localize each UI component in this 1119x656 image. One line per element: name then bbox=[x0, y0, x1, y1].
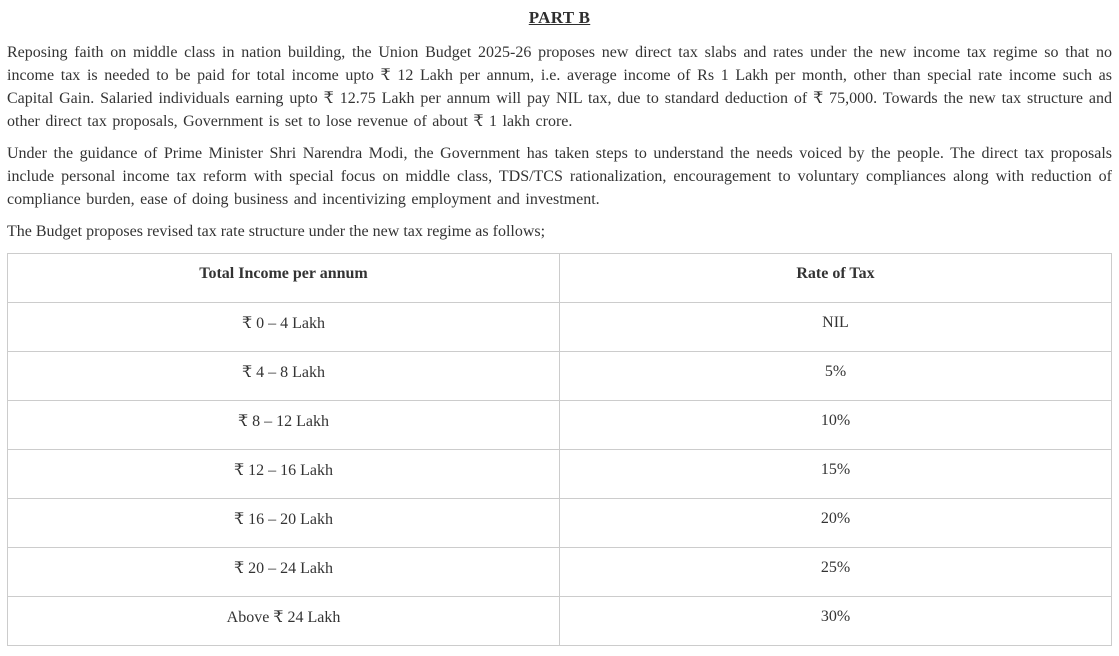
tax-rate-cell: NIL bbox=[560, 303, 1112, 352]
table-row bbox=[8, 401, 1112, 450]
paragraph-direct-tax-proposals: Under the guidance of Prime Minister Shri Narendra Modi, the Government has taken steps to understand the needs voiced by the people. The direct tax proposals include personal income tax reform with special focus on middle class, TDS/TCS rationalization, encouragement to voluntary compliances along with reduction of compliance burden, ease of doing business and incentivizing employment and investment. bbox=[7, 145, 1112, 208]
table-row bbox=[8, 352, 1112, 401]
table-header-rate-of-tax: Rate of Tax bbox=[560, 254, 1112, 303]
table-row bbox=[8, 450, 1112, 499]
paragraph-tax-slabs-intro: Reposing faith on middle class in nation building, the Union Budget 2025-26 proposes new direct tax slabs and rates under the new income tax regime so that no income tax is needed to be paid for total income upto ₹ 12 Lakh per annum, i.e. average income of Rs 1 Lakh per month, other than special rate income such as Capital Gain. Salaried individuals earning upto ₹ 12.75 Lakh per annum will pay NIL tax, due to standard deduction of ₹ 75,000. Towards the new tax structure and other direct tax proposals, Government is set to lose revenue of about ₹ 1 lakh crore. bbox=[7, 44, 1112, 130]
table-row bbox=[8, 548, 1112, 597]
income-slab-cell: Above ₹ 24 Lakh bbox=[8, 597, 560, 646]
tax-rate-cell: 10% bbox=[560, 401, 1112, 450]
income-slab-cell: ₹ 20 – 24 Lakh bbox=[8, 548, 560, 597]
income-slab-cell: ₹ 0 – 4 Lakh bbox=[8, 303, 560, 352]
table-header-total-income: Total Income per annum bbox=[8, 254, 560, 303]
page-title: PART B bbox=[528, 8, 591, 27]
table-header-row bbox=[8, 254, 1112, 303]
paragraph-table-lead-in: The Budget proposes revised tax rate structure under the new tax regime as follows; bbox=[7, 223, 546, 240]
tax-rate-cell: 30% bbox=[560, 597, 1112, 646]
income-slab-cell: ₹ 16 – 20 Lakh bbox=[8, 499, 560, 548]
tax-rate-cell: 20% bbox=[560, 499, 1112, 548]
table-row bbox=[8, 303, 1112, 352]
tax-rate-cell: 15% bbox=[560, 450, 1112, 499]
table-row bbox=[8, 499, 1112, 548]
income-slab-cell: ₹ 12 – 16 Lakh bbox=[8, 450, 560, 499]
tax-rate-cell: 5% bbox=[560, 352, 1112, 401]
tax-rate-table bbox=[7, 253, 1112, 646]
table-row bbox=[8, 597, 1112, 646]
tax-rate-cell: 25% bbox=[560, 548, 1112, 597]
income-slab-cell: ₹ 4 – 8 Lakh bbox=[8, 352, 560, 401]
income-slab-cell: ₹ 8 – 12 Lakh bbox=[8, 401, 560, 450]
